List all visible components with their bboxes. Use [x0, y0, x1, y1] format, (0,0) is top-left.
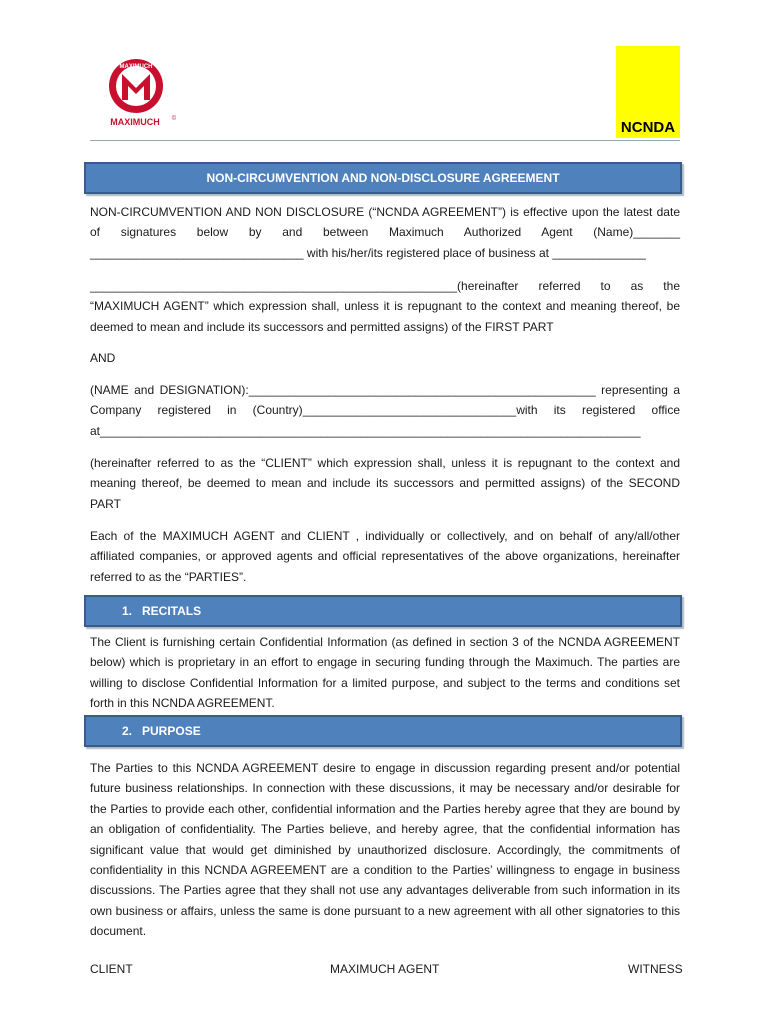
- and-separator: AND: [90, 351, 116, 365]
- footer-client-label: CLIENT: [90, 962, 133, 976]
- section-number: 2.: [122, 724, 133, 738]
- logo-ring-text: MAXIMUCH: [119, 64, 153, 70]
- header-divider: [90, 140, 680, 141]
- intro-paragraph-3: (NAME and DESIGNATION):____________________________________________________ representing a Company registered in (Country)________________________________with its registered office at_________________________________________________________________________________: [90, 383, 680, 438]
- ncnda-badge-label: NCNDA: [620, 119, 676, 136]
- maximuch-logo-icon: [100, 58, 178, 130]
- purpose-text: The Parties to this NCNDA AGREEMENT desire to engage in discussion regarding present and/or potential future business relationships. In connection with these discussions, it may be necessary and/or desirable for the Parties to provide each other, confidential information and the Parties hereby agree that they are bound by an obligation of confidentiality. The Parties believe, and hereby agree, that the confidential information has significant value that would get diminished by unauthorized disclosure. Accordingly, the commitments of confidentiality in this NCNDA AGREEMENT are a condition to the Parties’ willingness to engage in business discussions. The Parties agree that they shall not use any advantages deliverable from such information in its own business or affairs, unless the same is done pursuant to a new agreement with all other signatories to this document.: [90, 761, 680, 939]
- intro-paragraph-4: (hereinafter referred to as the “CLIENT” which expression shall, unless it is repugnant to the context and meaning thereof, be deemed to mean and include its successors and permitted assigns) of the SECOND PART: [90, 456, 680, 511]
- section-title: PURPOSE: [142, 724, 201, 738]
- intro-paragraph-5: Each of the MAXIMUCH AGENT and CLIENT , individually or collectively, and on behalf of any/all/other affiliated companies, or approved agents and official representatives of the above organizations, hereinafter referred to as the “PARTIES”.: [90, 529, 680, 584]
- footer-agent-label: MAXIMUCH AGENT: [330, 962, 440, 976]
- agreement-title: NON-CIRCUMVENTION AND NON-DISCLOSURE AGREEMENT: [206, 171, 560, 185]
- section-title: RECITALS: [142, 604, 202, 618]
- title-bar: [84, 162, 682, 194]
- logo-text: MAXIMUCH: [110, 117, 160, 127]
- footer-witness-label: WITNESS: [628, 962, 683, 976]
- logo-registered-mark: ©: [171, 116, 177, 122]
- intro-paragraph-2: _______________________________________________________(hereinafter referred to as the “MAXIMUCH AGENT” which expression shall, unless it is repugnant to the context and meaning thereof, be deemed to mean and include its successors and permitted assigns) of the FIRST PART: [90, 279, 680, 334]
- maximuch-logo: [100, 58, 178, 130]
- section-header-recitals: [84, 595, 682, 627]
- intro-paragraph-1: NON-CIRCUMVENTION AND NON DISCLOSURE (“NCNDA AGREEMENT”) is effective upon the latest date of signatures below by and between Maximuch Authorized Agent (Name)_______ ________________________________ with his/her/its registered place of business at ______________: [90, 205, 680, 260]
- recitals-text: The Client is furnishing certain Confidential Information (as defined in section 3 of the NCNDA AGREEMENT below) which is proprietary in an effort to engage in securing funding through the Maximuch. The parties are willing to disclose Confidential Information for a limited purpose, and subject to the terms and conditions set forth in this NCNDA AGREEMENT.: [90, 635, 680, 711]
- section-header-purpose: [84, 715, 682, 747]
- ncnda-badge: [616, 46, 680, 138]
- section-number: 1.: [122, 604, 133, 618]
